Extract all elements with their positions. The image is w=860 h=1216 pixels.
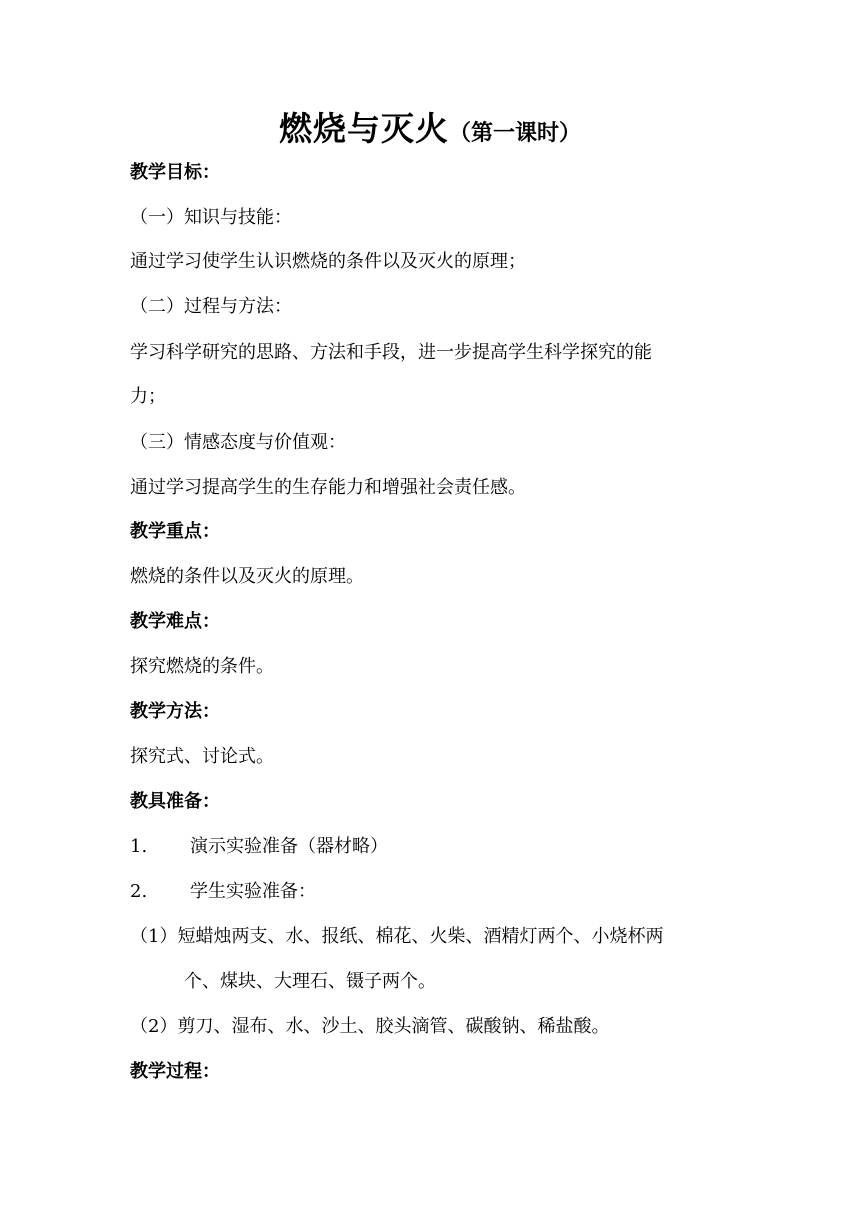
- student-item-2-line1: （2）剪刀、湿布、水、沙土、胶头滴管、碳酸钠、稀盐酸。: [130, 1016, 610, 1037]
- knowledge-heading: （一）知识与技能：: [130, 207, 292, 228]
- emotion-text: 通过学习提高学生的生存能力和增强社会责任感。: [130, 477, 526, 498]
- methods-heading: 教学方法：: [130, 701, 220, 722]
- difficulty-heading: 教学难点：: [130, 611, 220, 632]
- process-text-line1: 学习科学研究的思路、方法和手段，进一步提高学生科学探究的能: [130, 342, 652, 363]
- process-text-line2: 力；: [130, 386, 166, 407]
- equipment-item: [130, 832, 388, 862]
- equipment-item-text: 学生实验准备：: [190, 881, 316, 902]
- methods-text: 探究式、讨论式。: [130, 746, 274, 767]
- key-points-heading: 教学重点：: [130, 521, 220, 542]
- equipment-item: [130, 877, 316, 907]
- process-heading: （二）过程与方法：: [130, 296, 292, 317]
- title-main: 燃烧与灭火: [278, 109, 449, 148]
- equipment-heading: 教具准备：: [130, 791, 220, 812]
- difficulty-text: 探究燃烧的条件。: [130, 656, 274, 677]
- student-item-1-line2: 个、煤块、大理石、镊子两个。: [184, 971, 436, 992]
- key-points-text: 燃烧的条件以及灭火的原理。: [130, 566, 364, 587]
- equipment-item-number: 2.: [130, 881, 148, 902]
- document-title: [0, 104, 860, 160]
- equipment-item-number: 1.: [130, 836, 148, 857]
- equipment-item-text: 演示实验准备（器材略）: [190, 836, 388, 857]
- student-item-1-line1: （1）短蜡烛两支、水、报纸、棉花、火柴、酒精灯两个、小烧杯两: [130, 926, 664, 947]
- objectives-heading: 教学目标：: [130, 162, 220, 183]
- title-suffix: （第一课时）: [448, 121, 581, 146]
- emotion-heading: （三）情感态度与价值观：: [130, 432, 346, 453]
- process-section-heading: 教学过程：: [130, 1061, 220, 1082]
- knowledge-text: 通过学习使学生认识燃烧的条件以及灭火的原理；: [130, 251, 526, 272]
